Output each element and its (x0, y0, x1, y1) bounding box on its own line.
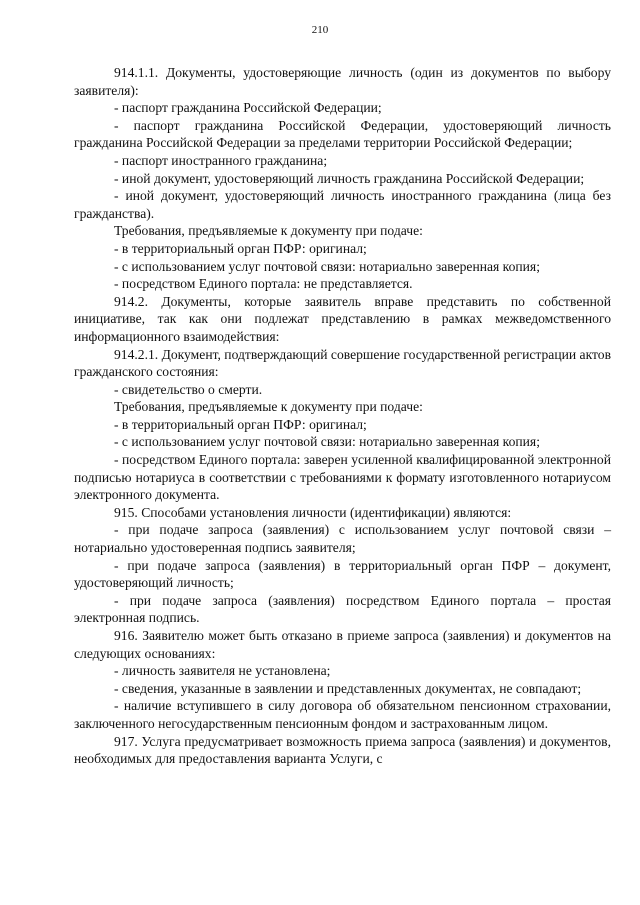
list-item: - паспорт гражданина Российской Федерации; (114, 100, 382, 116)
list-item: - иной документ, удостоверяющий личность иностранного гражданина (лица без гражданства). (74, 188, 611, 221)
paragraph: 914.1.1. Документы, удостоверяющие личность (один из документов по выбору заявителя): (74, 65, 611, 98)
list-item: - при подаче запроса (заявления) с использованием услуг почтовой связи – нотариально удостоверенная подпись заявителя; (74, 522, 611, 556)
paragraph: Требования, предъявляемые к документу при подаче: (114, 399, 423, 415)
paragraph: 915. Способами установления личности (идентификации) являются: (114, 504, 512, 520)
list-item: - личность заявителя не установлена; (114, 663, 331, 679)
page-number: 210 (311, 24, 329, 36)
list-item: - сведения, указанные в заявлении и представленных документах, не совпадают; (114, 680, 582, 696)
list-item: - иной документ, удостоверяющий личность гражданина Российской Федерации; (114, 170, 585, 186)
list-item: - свидетельство о смерти. (114, 381, 263, 397)
paragraph: Требования, предъявляемые к документу при подаче: (114, 223, 423, 239)
paragraph: 916. Заявителю может быть отказано в приеме запроса (заявления) и документов на следующих основаниях: (74, 628, 611, 661)
list-item: - наличие вступившего в силу договора об обязательном пенсионном страховании, заключенного негосударственным пенсионным фондом и застрахованным лицом. (74, 698, 611, 731)
list-item: - при подаче запроса (заявления) посредством Единого портала – простая электронная подпись. (74, 592, 611, 626)
list-item: - посредством Единого портала: заверен усиленной квалифицированной электронной подписью нотариуса в соответствии с требованиями к формату изготовленного нотариусом электронного документа. (74, 452, 611, 503)
paragraph: 914.2.1. Документ, подтверждающий совершение государственной регистрации актов гражданского состояния: (74, 346, 611, 380)
list-item: - в территориальный орган ПФР: оригинал; (114, 416, 367, 432)
list-item: - в территориальный орган ПФР: оригинал; (114, 240, 367, 256)
document-body (74, 64, 611, 768)
paragraph: 917. Услуга предусматривает возможность приема запроса (заявления) и документов, необходимых для предоставления варианта Услуги, с (74, 733, 611, 767)
paragraph: 914.2. Документы, которые заявитель вправе представить по собственной инициативе, так как они подлежат представлению в рамках межведомственного информационного взаимодействия: (74, 293, 611, 344)
list-item: - при подаче запроса (заявления) в территориальный орган ПФР – документ, удостоверяющий личность; (74, 557, 611, 591)
list-item: - паспорт иностранного гражданина; (114, 152, 328, 168)
list-item: - с использованием услуг почтовой связи: нотариально заверенная копия; (114, 258, 540, 274)
list-item: - посредством Единого портала: не представляется. (114, 276, 413, 292)
list-item: - с использованием услуг почтовой связи: нотариально заверенная копия; (114, 434, 540, 450)
list-item: - паспорт гражданина Российской Федерации, удостоверяющий личность гражданина Российской Федерации за пределами территории Российской Федерации; (74, 117, 611, 151)
